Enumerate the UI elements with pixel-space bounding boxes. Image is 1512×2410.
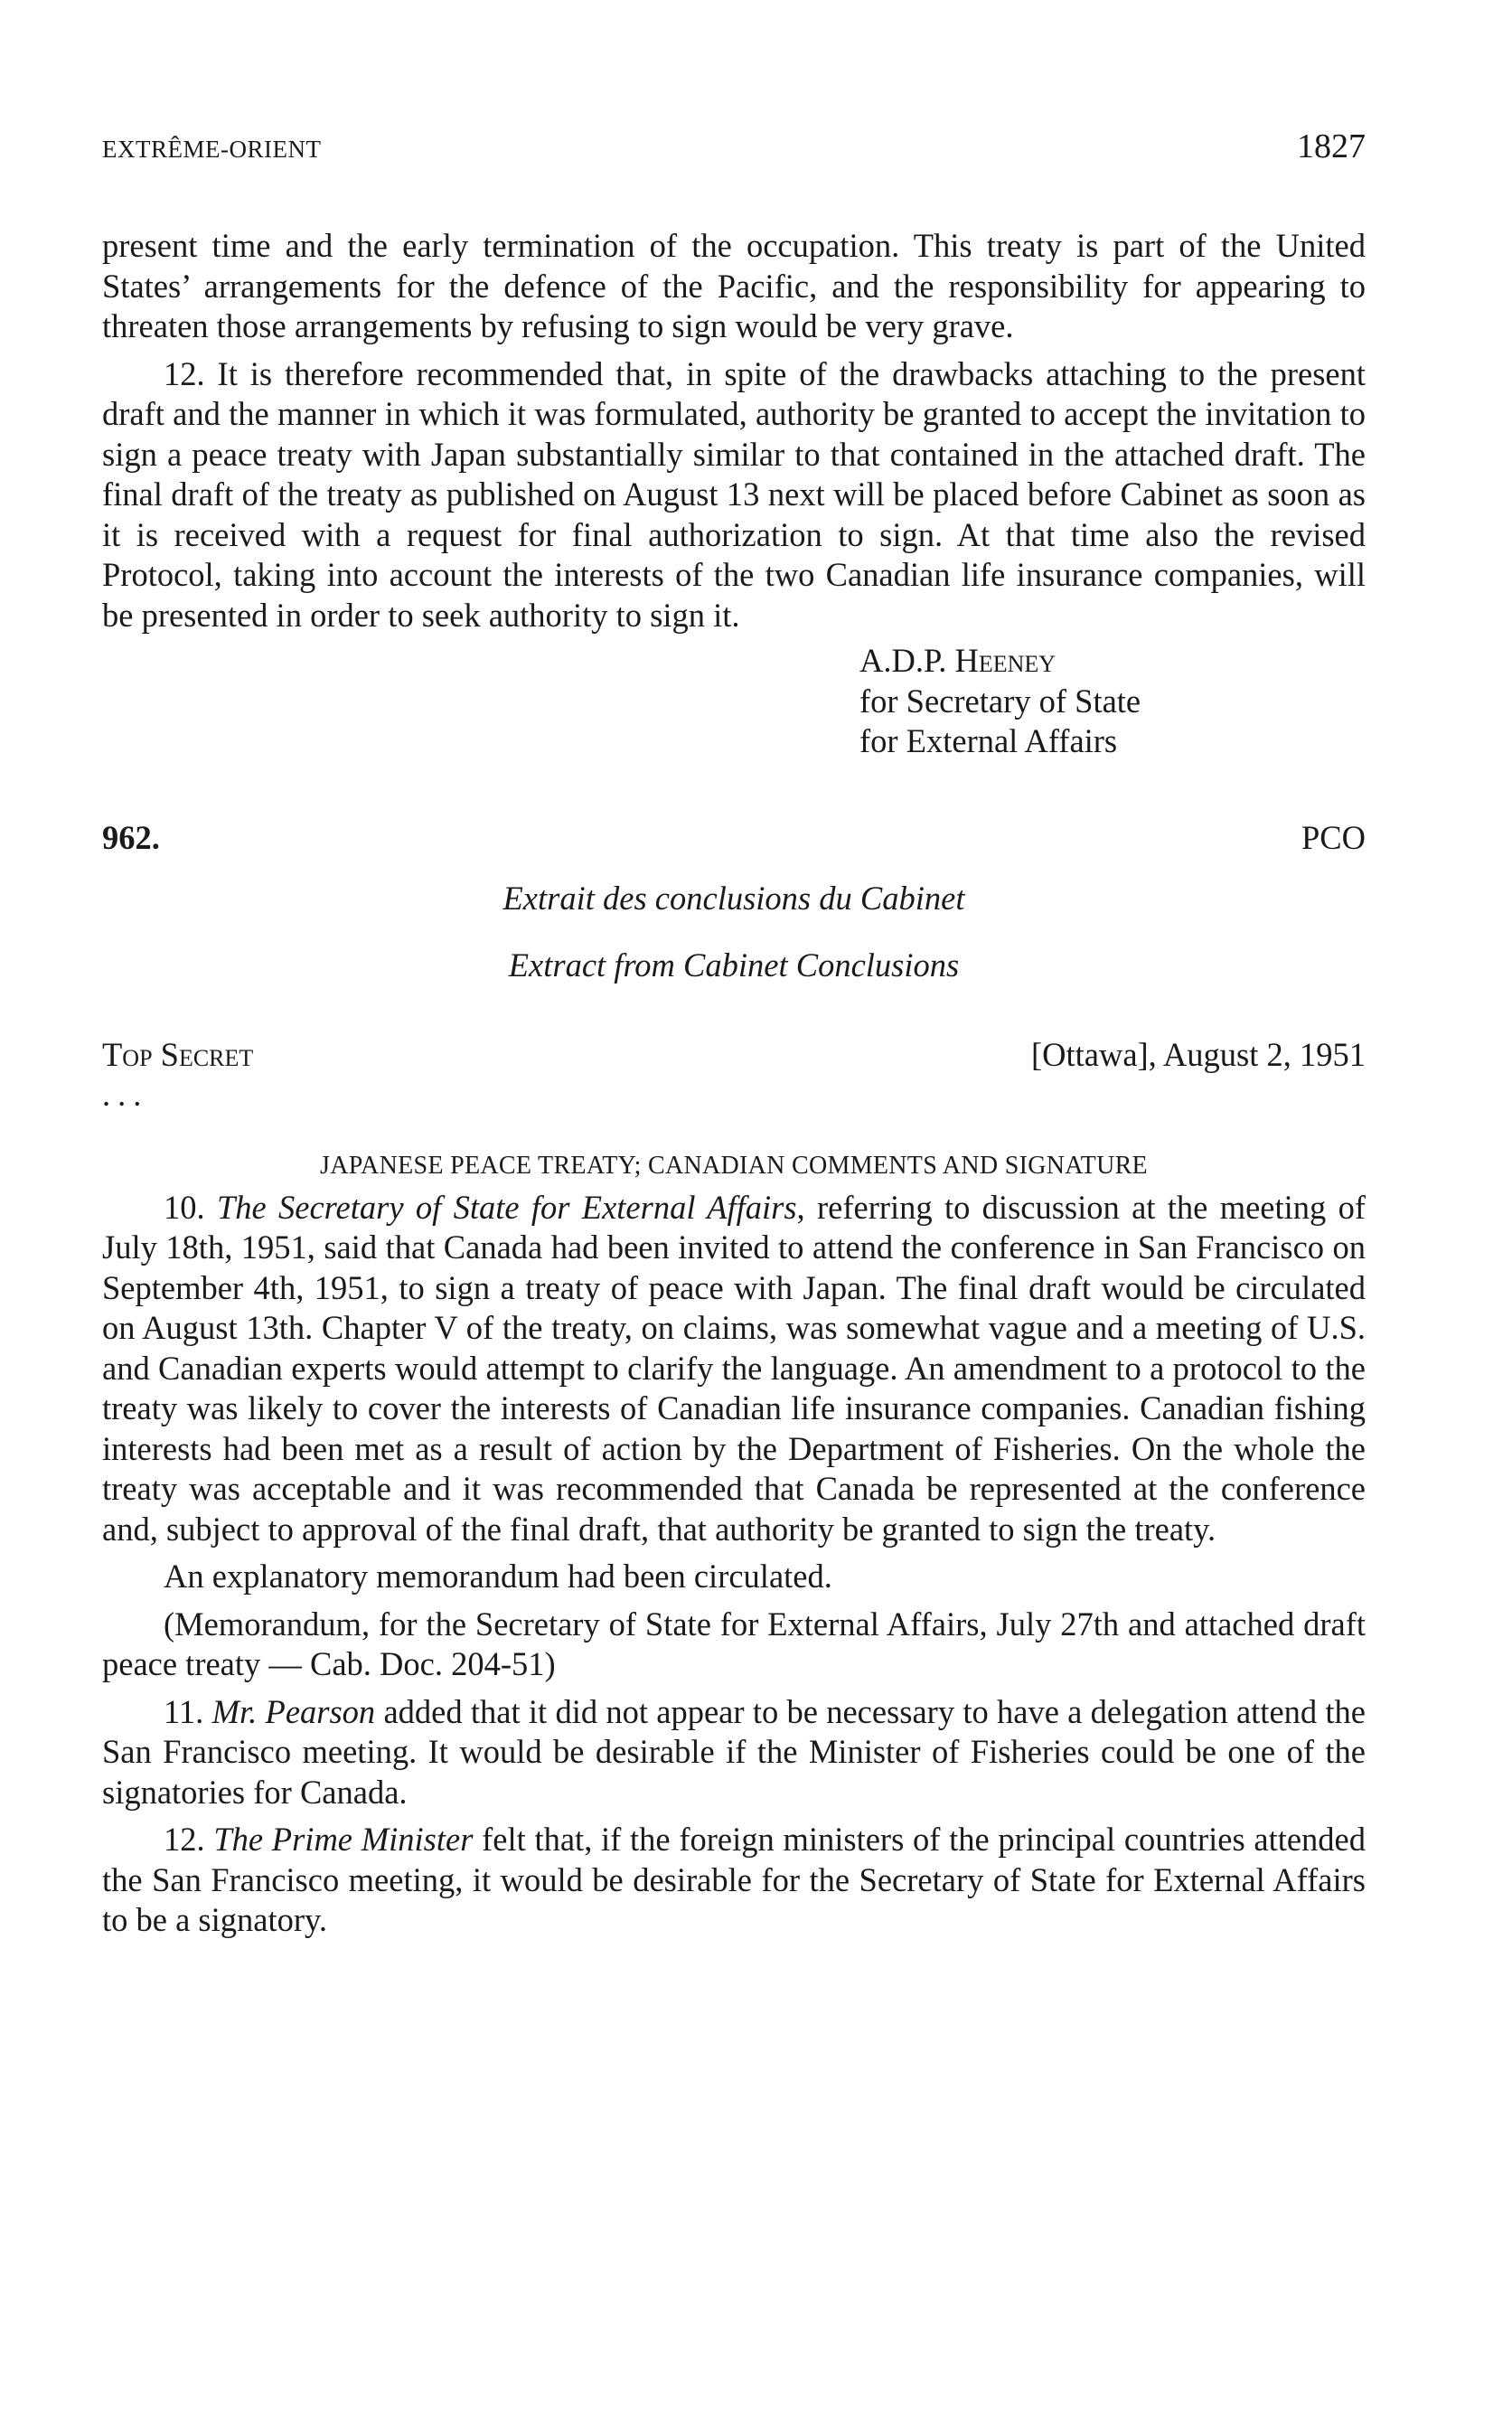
signatory-title-line2: for External Affairs	[859, 722, 1118, 759]
signature-block	[859, 641, 1366, 762]
place-date: [Ottawa], August 2, 1951	[1030, 1035, 1366, 1073]
document-header	[102, 818, 1366, 857]
paragraph-10	[102, 1188, 1366, 1550]
signatory-title-line1: for Secretary of State	[859, 682, 1141, 720]
running-title: EXTRÊME-ORIENT	[102, 136, 322, 163]
paragraph-text: added that it did not appear to be necessary to have a delegation attend the San Francisco meeting. It would be desirable if the Minister of Fisheries could be one of the signatories for Canada.	[102, 1692, 1366, 1811]
paragraph-11	[102, 1692, 1366, 1813]
memo-reference: (Memorandum, for the Secretary of State for External Affairs, July 27th and attached draft peace treaty — Cab. Doc. 204-51)	[102, 1605, 1366, 1682]
running-header	[102, 127, 1366, 166]
paragraph-text: felt that, if the foreign ministers of the principal countries attended the San Francisco meeting, it would be desirable for the Secretary of State for External Affairs to be a signatory.	[102, 1821, 1366, 1938]
classification-label: Top Secret	[102, 1035, 254, 1073]
speaker-name: The Secretary of State for External Affairs	[216, 1188, 797, 1226]
document-titles	[102, 879, 1366, 986]
recommendation-paragraph: 12. It is therefore recommended that, in spite of the drawbacks attaching to the present draft and the manner in which it was formulated, authority be granted to accept the invitation to sign a peace treaty with Japan substantially similar to that contained in the attached draft. The final draft of the treaty as published on August 13 next will be placed before Cabinet as soon as it is received with a request for final authorization to sign. At that time also the revised Protocol, taking into account the interests of the two Canadian life insurance companies, will be presented in order to seek authority to sign it.	[102, 354, 1366, 634]
speaker-name: The Prime Minister	[213, 1821, 474, 1858]
paragraph-number: 10.	[164, 1188, 205, 1226]
paragraph-text: , referring to discussion at the meeting of July 18th, 1951, said that Canada had been invited to attend the conference in San Francisco on September 4th, 1951, to sign a treaty of peace with Japan. The final draft would be circulated on August 13th. Chapter V of the treaty, on claims, was somewhat vague and a meeting of U.S. and Canadian experts would attempt to clarify the language. An amendment to a protocol to the treaty was likely to cover the interests of Canadian life insurance companies. Canadian fishing interests had been met as a result of action by the Department of Fisheries. On the whole the treaty was acceptable and it was recommended that Canada be represented at the conference and, subject to approval of the final draft, that authority be granted to sign the treaty.	[102, 1188, 1366, 1548]
document-page	[102, 127, 1366, 1941]
classification-row	[102, 1035, 1366, 1074]
continuation-paragraph: present time and the early termination of the occupation. This treaty is part of the United States’ arrangements for the defence of the Pacific, and the responsibility for appearing to threaten those arrangements by refusing to sign would be very grave.	[102, 227, 1366, 344]
memo-note: An explanatory memorandum had been circulated.	[164, 1558, 832, 1595]
omission-ellipsis: ...	[102, 1075, 149, 1113]
paragraph-number: 11.	[164, 1692, 204, 1730]
document-number: 962.	[102, 818, 160, 856]
speaker-name: Mr. Pearson	[211, 1692, 376, 1730]
title-french: Extrait des conclusions du Cabinet	[502, 879, 965, 917]
signatory-name: A.D.P. Heeney	[859, 642, 1057, 679]
page-number: 1827	[1297, 127, 1366, 165]
paragraph-12	[102, 1820, 1366, 1941]
section-heading: JAPANESE PEACE TREATY; CANADIAN COMMENTS AND SIGNATURE	[320, 1151, 1148, 1180]
document-source: PCO	[1301, 818, 1366, 856]
title-english: Extract from Cabinet Conclusions	[508, 946, 960, 984]
paragraph-number: 12.	[164, 1821, 205, 1858]
